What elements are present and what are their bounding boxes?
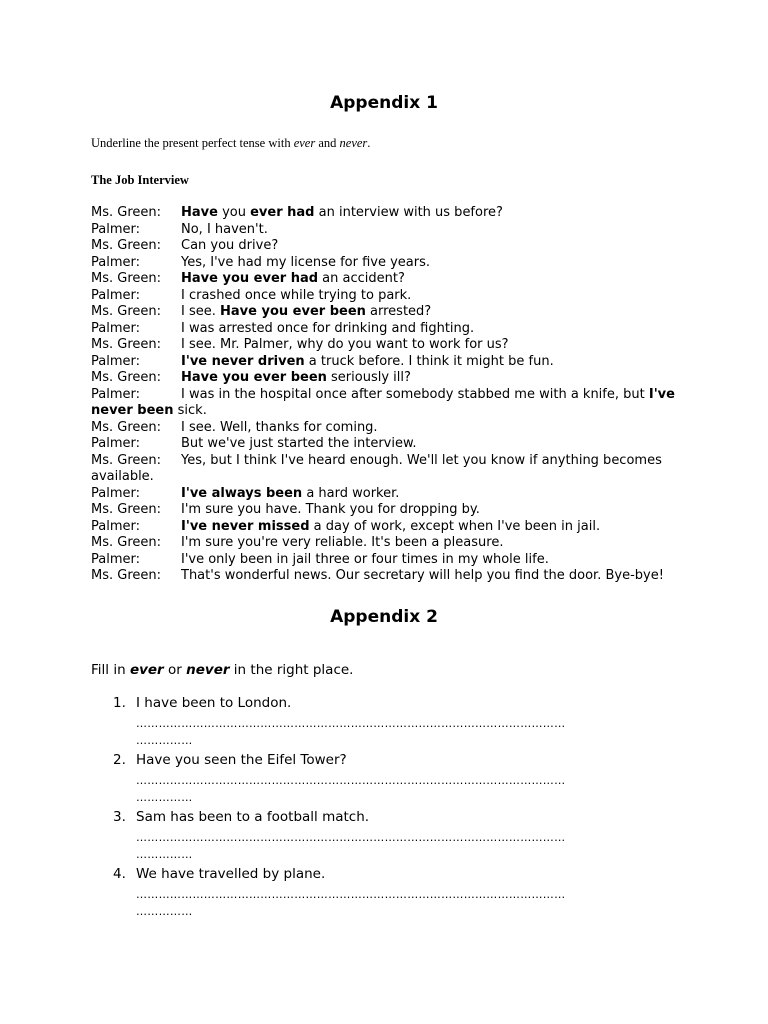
dialogue-text: you — [217, 205, 251, 220]
dialogue-text: I crashed once while trying to park. — [181, 287, 412, 303]
speaker-name: Ms. Green: — [91, 238, 162, 253]
appendix-1-title: Appendix 1 — [330, 93, 438, 113]
speaker-name: Palmer: — [91, 485, 140, 501]
speaker-name: Palmer: — [91, 254, 140, 270]
dialogue-line — [91, 453, 701, 486]
item-sentence: Sam has been to a football match. — [136, 809, 370, 825]
answer-line[interactable]: …………………………………………………………………………………………………… — [136, 888, 566, 901]
dialogue-line — [91, 370, 701, 387]
dialogue-line — [91, 304, 701, 321]
speaker-name: Ms. Green: — [91, 419, 162, 435]
dialogue-line — [91, 222, 701, 239]
dialogue-line — [91, 288, 701, 305]
present-perfect-phrase: I've never been — [91, 386, 675, 418]
dialogue-text: I see. Mr. Palmer, why do you want to work for us? — [181, 337, 509, 352]
speaker-name: Palmer: — [91, 518, 140, 534]
present-perfect-phrase: Have you ever been — [181, 370, 327, 385]
exercise-item — [113, 695, 693, 752]
dialogue-text: sick. — [173, 403, 207, 418]
exercise-item — [113, 752, 693, 809]
item-number: 3. — [113, 809, 126, 825]
dialogue-line — [91, 502, 701, 519]
speaker-name: Palmer: — [91, 287, 140, 303]
dialogue-line — [91, 552, 701, 569]
present-perfect-phrase: I've never driven — [181, 353, 305, 369]
dialogue-line — [91, 205, 701, 222]
dialogue-text: seriously ill? — [326, 370, 411, 385]
dialogue-text: Yes, I've had my license for five years. — [181, 254, 430, 270]
speaker-name: Ms. Green: — [91, 568, 162, 583]
dialogue-text: I'm sure you're very reliable. It's been a pleasure. — [181, 535, 504, 550]
appendix-2-instruction: Fill in ever or never in the right place. — [91, 662, 354, 678]
exercise-list — [113, 695, 693, 923]
speaker-name: Palmer: — [91, 320, 140, 336]
speaker-name: Palmer: — [91, 353, 140, 369]
speaker-name: Ms. Green: — [91, 452, 162, 468]
present-perfect-phrase: Have — [181, 205, 218, 220]
dialogue-line — [91, 354, 701, 371]
item-number: 2. — [113, 752, 126, 768]
appendix-1-instruction: Underline the present perfect tense with ever and never. — [91, 136, 371, 150]
dialogue-text: I was in the hospital once after somebody stabbed me with a knife, but — [181, 386, 649, 402]
exercise-item — [113, 809, 693, 866]
dialogue-text: an accident? — [318, 271, 405, 286]
dialogue-text: I see. — [181, 304, 220, 319]
job-interview-dialogue — [91, 205, 701, 585]
dialogue-line — [91, 387, 701, 420]
dialogue-text: I've only been in jail three or four times in my whole life. — [181, 551, 549, 567]
dialogue-line — [91, 337, 701, 354]
item-number: 1. — [113, 695, 126, 711]
dialogue-line — [91, 519, 701, 536]
item-sentence: We have travelled by plane. — [136, 866, 326, 882]
speaker-name: Ms. Green: — [91, 205, 162, 220]
dialogue-subtitle: The Job Interview — [91, 173, 189, 187]
answer-line[interactable]: …………………………………………………………………………………………………… — [136, 774, 566, 787]
speaker-name: Ms. Green: — [91, 337, 162, 352]
dialogue-text: But we've just started the interview. — [181, 436, 417, 451]
dialogue-text: I was arrested once for drinking and fighting. — [181, 320, 475, 336]
dialogue-text: No, I haven't. — [181, 221, 268, 237]
dialogue-text: I see. Well, thanks for coming. — [181, 419, 378, 435]
answer-line-continuation[interactable]: …………… — [136, 905, 193, 918]
item-number: 4. — [113, 866, 126, 882]
answer-line[interactable]: …………………………………………………………………………………………………… — [136, 717, 566, 730]
exercise-item — [113, 866, 693, 923]
dialogue-text: a day of work, except when I've been in jail. — [309, 518, 601, 534]
dialogue-line — [91, 255, 701, 272]
dialogue-text: I'm sure you have. Thank you for dropping by. — [181, 502, 480, 517]
dialogue-text: an interview with us before? — [314, 205, 503, 220]
answer-line-continuation[interactable]: …………… — [136, 734, 193, 747]
answer-line-continuation[interactable]: …………… — [136, 791, 193, 804]
dialogue-line — [91, 535, 701, 552]
speaker-name: Ms. Green: — [91, 304, 162, 319]
speaker-name: Palmer: — [91, 551, 140, 567]
dialogue-text: a truck before. I think it might be fun. — [304, 353, 554, 369]
dialogue-text: a hard worker. — [302, 485, 400, 501]
dialogue-text: Yes, but I think I've heard enough. We'll let you know if anything becomes available. — [91, 452, 662, 484]
speaker-name: Palmer: — [91, 386, 140, 402]
speaker-name: Palmer: — [91, 436, 140, 451]
appendix-2-title: Appendix 2 — [330, 607, 438, 627]
answer-line-continuation[interactable]: …………… — [136, 848, 193, 861]
present-perfect-phrase: ever had — [250, 205, 315, 220]
speaker-name: Palmer: — [91, 221, 140, 237]
present-perfect-phrase: Have you ever been — [220, 304, 366, 319]
present-perfect-phrase: Have you ever had — [181, 271, 319, 286]
present-perfect-phrase: I've always been — [181, 485, 303, 501]
dialogue-line — [91, 271, 701, 288]
dialogue-line — [91, 420, 701, 437]
dialogue-line — [91, 486, 701, 503]
dialogue-line — [91, 238, 701, 255]
dialogue-text: Can you drive? — [181, 238, 279, 253]
speaker-name: Ms. Green: — [91, 502, 162, 517]
speaker-name: Ms. Green: — [91, 370, 162, 385]
dialogue-text: arrested? — [365, 304, 432, 319]
dialogue-text: That's wonderful news. Our secretary will help you find the door. Bye-bye! — [181, 568, 664, 583]
present-perfect-phrase: I've never missed — [181, 518, 310, 534]
answer-line[interactable]: …………………………………………………………………………………………………… — [136, 831, 566, 844]
dialogue-line — [91, 321, 701, 338]
speaker-name: Ms. Green: — [91, 535, 162, 550]
item-sentence: Have you seen the Eifel Tower? — [136, 752, 347, 768]
dialogue-line — [91, 436, 701, 453]
speaker-name: Ms. Green: — [91, 271, 162, 286]
item-sentence: I have been to London. — [136, 695, 292, 711]
dialogue-line — [91, 568, 701, 585]
